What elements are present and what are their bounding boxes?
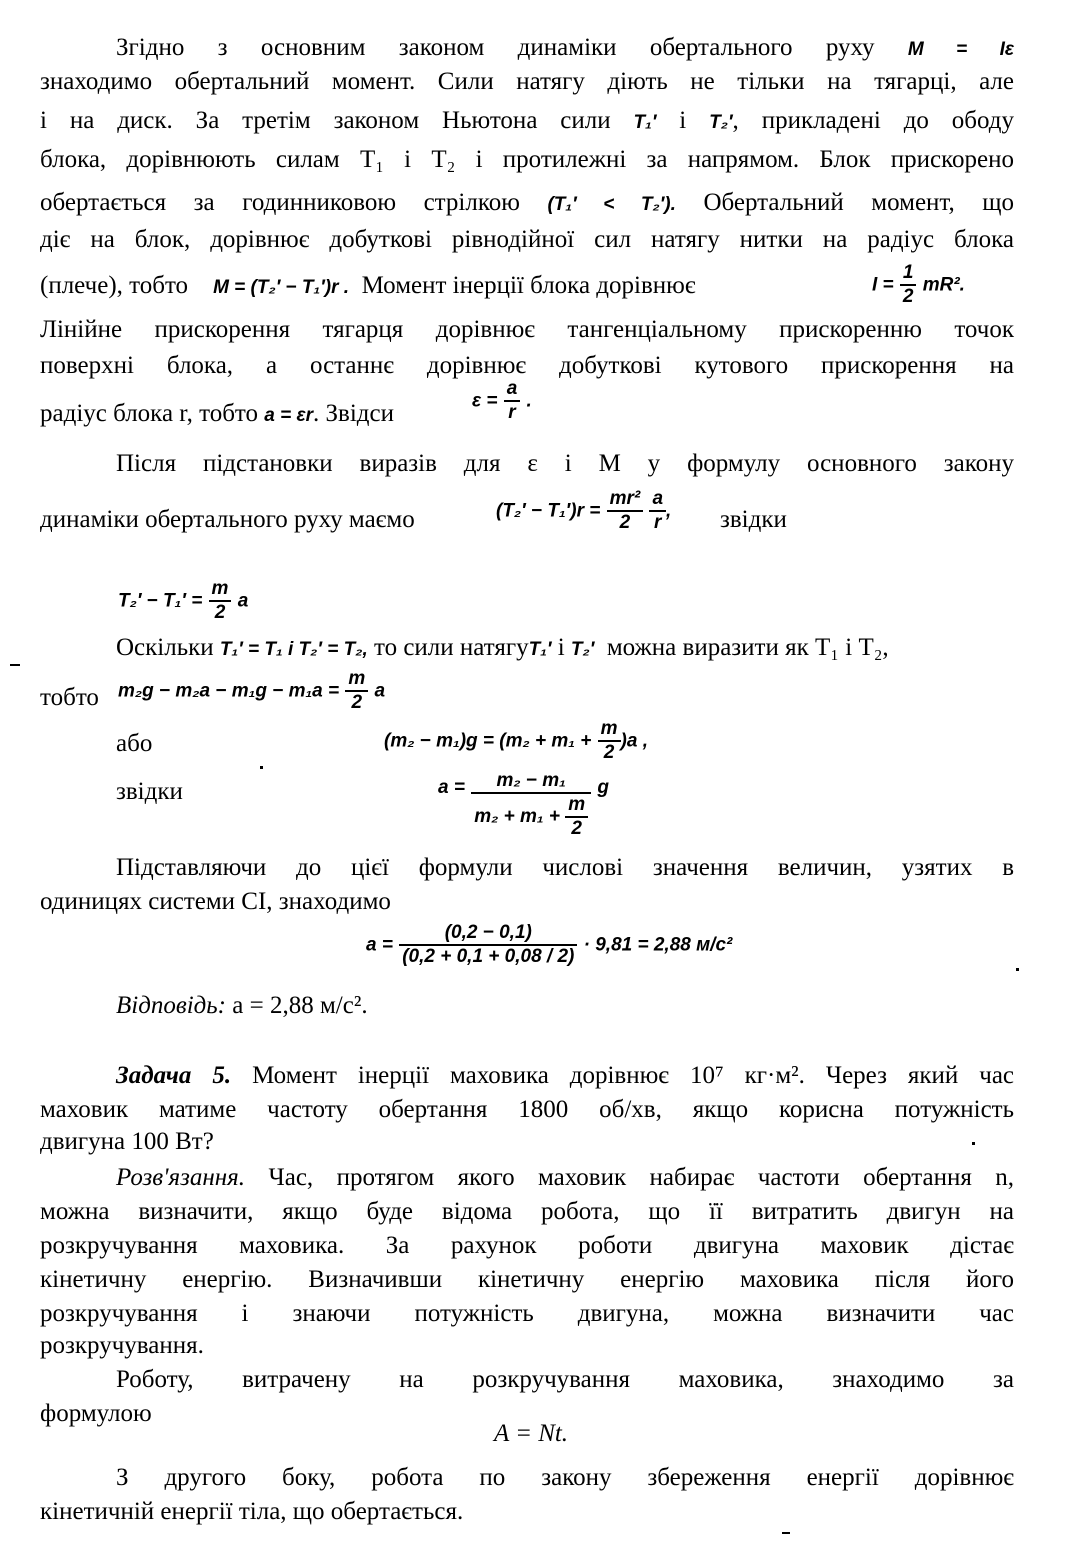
scan-speck — [260, 766, 263, 769]
text-line: поверхні блока, а останнє дорівнює добуткові кутового прискорення на — [40, 352, 1014, 379]
text-line: Після підстановки виразів для ε і M у формулу основного закону — [116, 450, 1014, 477]
text-line: розкручування. — [40, 1332, 204, 1359]
text-line: діє на блок, дорівнює добуткові рівнодійної сил натягу нитки на радіус блока — [40, 226, 1014, 253]
text-line: блока, дорівнюють силам T₁ і T₂ і протилежні за напрямом. Блок прискорено — [40, 146, 1014, 173]
formula-epsilon: ε = $\frac{a}{r}$ . — [472, 378, 532, 423]
text-line: можна визначити, якщо буде відома робота, що її витратить двигун на — [40, 1198, 1014, 1225]
text-line: Роботу, витрачену на розкручування маховика, знаходимо за — [116, 1366, 1014, 1393]
text-line: Оскільки T₁′ = T₁ і T₂′ = T₂, то сили натягуT₁′ і T₂′ можна виразити як T₁ і T₂, — [116, 634, 889, 661]
text-word: або — [116, 730, 153, 757]
text-line: кінетичній енергії тіла, що обертається. — [40, 1498, 464, 1525]
text-line: обертається за годинниковою стрілкою (T₁′ < T₂′). Обертальний момент, що — [40, 189, 1015, 216]
text-line: розкручування маховика. За рахунок роботи двигуна маховик дістає — [40, 1232, 1014, 1259]
answer: Відповідь: a = 2,88 м/с². — [116, 992, 368, 1019]
text-line: двигуна 100 Вт? — [40, 1128, 214, 1155]
formula-calculation: a = $\frac{(0,2 - 0,1)}{(0,2 + 0,1 + 0,08 / 2)}$ · 9,81 = 2,88 м/с² — [366, 922, 733, 967]
text-line: формулою — [40, 1400, 152, 1427]
text-line: і на диск. За третім законом Ньютона сили T₁′ і T₂′, прикладені до ободу — [40, 107, 1015, 134]
formula-work: A = Nt. — [494, 1420, 569, 1447]
text-word: тобто — [40, 684, 99, 711]
text-line: одиницях системи СІ, знаходимо — [40, 888, 391, 915]
text-line: кінетичну енергію. Визначивши кінетичну енергію маховика після його — [40, 1266, 1014, 1293]
formula-abo: (m₂ − m₁)g = (m₂ + m₁ + $\frac{m}{2}$ )a , — [384, 718, 648, 763]
text-word: звідки — [720, 506, 787, 533]
text-line: радіус блока r, тобто a = εr. Звідси — [40, 400, 394, 427]
text-word: звідки — [116, 778, 183, 805]
text-line: Згідно з основним законом динаміки обертального руху M = Iε — [116, 34, 1014, 61]
formula-main-law: (T₂′ − T₁′)r = $\frac{\text{mr²}}{2}$ $\frac{a}{r}$ , — [496, 488, 672, 533]
text-line: (плече), тобто M = (T₂′ − T₁′)r . Момент інерції блока дорівнює — [40, 272, 696, 299]
scan-speck — [972, 1142, 975, 1145]
text-line: розкручування і знаючи потужність двигуна, можна визначити час — [40, 1300, 1014, 1327]
formula-tension-difference: T₂′ − T₁′ = $\frac{m}{2}$ a — [118, 578, 249, 623]
text-line: Підставляючи до цієї формули числові значення величин, узятих в — [116, 854, 1014, 881]
text-line: З другого боку, робота по закону збереження енергії дорівнює — [116, 1464, 1014, 1491]
text-line: знаходимо обертальний момент. Сили натягу діють не тільки на тягарці, але — [40, 68, 1014, 95]
formula-M-Ie: M = Iε — [907, 39, 1014, 60]
task-heading: Задача 5. Момент інерції маховика дорівнює 10⁷ кг·м². Через який час — [116, 1062, 1015, 1089]
scan-speck — [10, 664, 20, 666]
formula-forces: m₂g − m₂a − m₁g − m₁a = $\frac{m}{2}$ a — [118, 668, 386, 713]
text-line: маховик матиме частоту обертання 1800 об/хв, якщо корисна потужність — [40, 1096, 1014, 1123]
text-line: Лінійне прискорення тягарця дорівнює тангенціальному прискоренню точок — [40, 316, 1014, 343]
solution-line: Розв'язання. Час, протягом якого маховик набирає частоти обертання n, — [116, 1164, 1015, 1191]
formula-inertia: I = $\frac{1}{2}$ mR². — [872, 262, 965, 307]
formula-acceleration: a = m₂ − m₁ m₂ + m₁ + $\frac{m}{2}$ g — [438, 770, 610, 839]
scan-speck — [782, 1532, 790, 1534]
scan-speck — [1016, 968, 1019, 971]
text-line: динаміки обертального руху маємо — [40, 506, 415, 533]
